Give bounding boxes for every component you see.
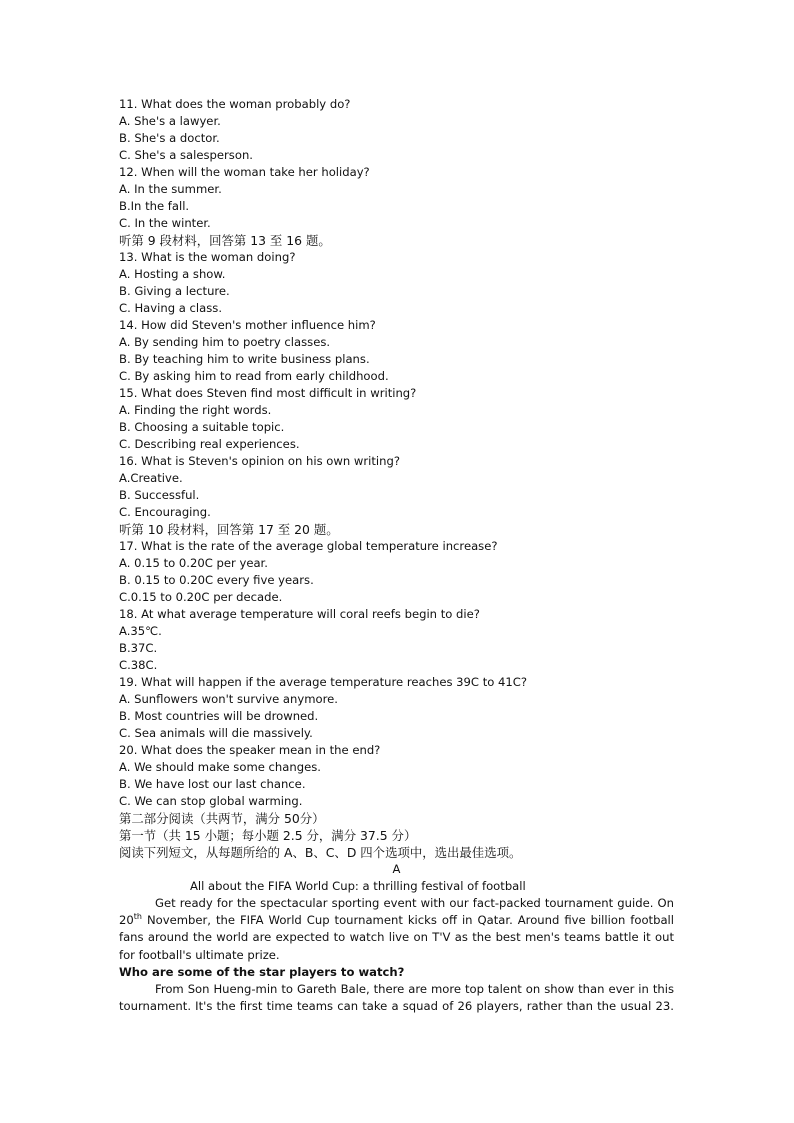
document-page — [119, 96, 674, 1015]
question-line: B.In the fall. — [119, 199, 190, 213]
question-line: B. Successful. — [119, 488, 200, 502]
question-line: C. Describing real experiences. — [119, 437, 300, 451]
question-line: C. Having a class. — [119, 301, 223, 315]
question-line: C. Encouraging. — [119, 505, 211, 519]
question-line: C. She's a salesperson. — [119, 148, 253, 162]
question-line: 16. What is Steven's opinion on his own writing? — [119, 454, 401, 468]
question-line: B. Giving a lecture. — [119, 284, 230, 298]
question-line: A. We should make some changes. — [119, 760, 321, 774]
passage-title: All about the FIFA World Cup: a thrilling festival of football — [190, 879, 526, 893]
question-line: B. She's a doctor. — [119, 131, 220, 145]
question-line: C. By asking him to read from early childhood. — [119, 369, 389, 383]
passage-label: A — [392, 862, 401, 876]
question-line: 19. What will happen if the average temperature reaches 39C to 41C? — [119, 675, 528, 689]
question-line: A. Sunflowers won't survive anymore. — [119, 692, 338, 706]
question-line: 阅读下列短文，从每题所给的 A、B、C、D 四个选项中，选出最佳选项。 — [119, 845, 522, 860]
question-line: B. Most countries will be drowned. — [119, 709, 319, 723]
paragraph-1-text-b: November, the FIFA World Cup tournament kicks off in Qatar. Around five billion football fans around the world are expected to watch live on T'V as the best men's teams battle it out for football's ultimate prize. — [119, 913, 674, 962]
question-line: 12. When will the woman take her holiday? — [119, 165, 370, 179]
question-line: B. By teaching him to write business plans. — [119, 352, 370, 366]
question-line: 20. What does the speaker mean in the end? — [119, 743, 381, 757]
question-line: 11. What does the woman probably do? — [119, 97, 351, 111]
question-line: B. We have lost our last chance. — [119, 777, 306, 791]
question-line: A. She's a lawyer. — [119, 114, 221, 128]
paragraph-1-text-a: Get ready for the spectacular sporting event with our fact-packed tournament guide. On — [155, 896, 674, 910]
question-line: B. Choosing a suitable topic. — [119, 420, 285, 434]
question-line: 听第 9 段材料，回答第 13 至 16 题。 — [119, 233, 331, 248]
listening-questions — [119, 96, 674, 861]
question-line: C. In the winter. — [119, 216, 211, 230]
paragraph-1-date-suffix: th — [133, 912, 142, 922]
question-line: C.0.15 to 0.20C per decade. — [119, 590, 283, 604]
question-line: A.Creative. — [119, 471, 183, 485]
question-line: 15. What does Steven find most difficult in writing? — [119, 386, 417, 400]
passage-paragraph-2: From Son Hueng-min to Gareth Bale, there are more top talent on show than ever in this tournament. It's the first time teams can take a squad of 26 players, rather than the usual 23. — [119, 981, 674, 1014]
question-line: 听第 10 段材料，回答第 17 至 20 题。 — [119, 522, 339, 537]
question-line: 18. At what average temperature will coral reefs begin to die? — [119, 607, 480, 621]
question-line: A. By sending him to poetry classes. — [119, 335, 331, 349]
question-line: C. Sea animals will die massively. — [119, 726, 313, 740]
passage-subheading: Who are some of the star players to watch? — [119, 964, 405, 979]
question-line: B. 0.15 to 0.20C every five years. — [119, 573, 314, 587]
question-line: 17. What is the rate of the average global temperature increase? — [119, 539, 498, 553]
question-line: 14. How did Steven's mother influence him? — [119, 318, 376, 332]
question-line: C.38C. — [119, 658, 158, 672]
question-line: B.37C. — [119, 641, 158, 655]
question-line: 13. What is the woman doing? — [119, 250, 296, 264]
question-line: A. 0.15 to 0.20C per year. — [119, 556, 268, 570]
paragraph-1-date-day: 20 — [119, 913, 134, 928]
question-line: 第二部分阅读（共两节，满分 50分） — [119, 811, 325, 826]
passage-paragraph-1 — [119, 895, 674, 964]
question-line: A. Finding the right words. — [119, 403, 272, 417]
question-line: A.35℃. — [119, 624, 162, 638]
question-line: 第一节（共 15 小题；每小题 2.5 分，满分 37.5 分） — [119, 828, 417, 843]
question-line: C. We can stop global warming. — [119, 794, 303, 808]
question-line: A. In the summer. — [119, 182, 222, 196]
question-line: A. Hosting a show. — [119, 267, 226, 281]
